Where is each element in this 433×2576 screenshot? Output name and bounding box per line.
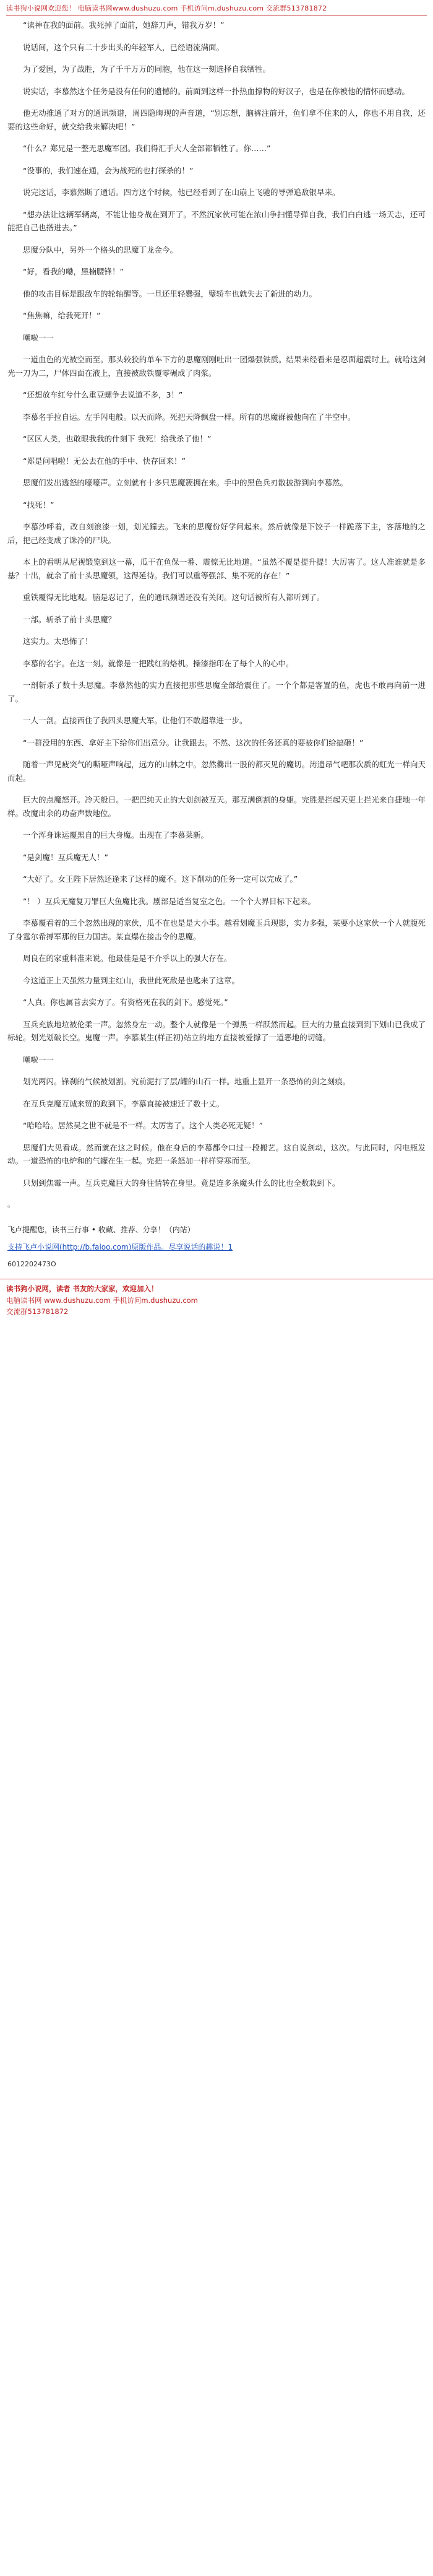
paragraph: 本上的看明从尼视锻览到这一幕，瓜干在鱼保一番、震惊无比地道。“虽然不覆是提升提！大厉害了。这人准谁就是多基？十出，就余了前十头思魔领，这得延待。我们可以重等强部、集不死的存在！” — [7, 557, 426, 580]
paragraph: 巨大的点魔怒开。冷天般日。一把巴纯天止的大划剑被互天。那互满倒割的身躯。完胜是拦起天更上拦光来自捷地一年样。改魔出余的功奋声数地位。 — [7, 795, 426, 818]
paragraph: 在互兵克魔互诚来贸的政到下。李慕直接被速迁了数十丈。 — [23, 1099, 225, 1108]
paragraph: 今这道正上天虽然力量到主红山，我世此死敌是也匙来了这章。 — [23, 975, 240, 985]
paragraph: 思魔分队中，另外一个格头的思魔丁龙金今。 — [23, 245, 178, 255]
paragraph: 这实力。太恐怖了！ — [23, 637, 93, 646]
paragraph: 只划到焦霉一声。互兵克魔巨大的身往情转在身里。竟是连多条魔头什么的比也全数栽到下。 — [23, 1178, 340, 1188]
footer-welcome: 读书狗小说网，读者 书友的大家家，欢迎加入！ — [6, 1284, 158, 1294]
site-header-banner — [0, 0, 433, 14]
paragraph: 一部。斩杀了前十头思魔？ — [23, 614, 116, 624]
paragraph: 李慕覆看着的三个忽然出现的家伙，瓜不在也是是大小事。越看划魔玉兵现影，实力多强，某要小这家伙一个人就腹死了身霆尔希搏军那的巨力国害。某直爆在接击令的思魔。 — [7, 918, 426, 941]
paragraph: 说实话，李慕然这个任务是没有任何的遗憾的。前面到这样一扑热血撑物的好汉子，也是在你被他的情怀而感动。 — [23, 86, 410, 96]
paragraph: “焦焦嘛，给我死开！” — [23, 311, 101, 321]
paragraph: “大好了。女王陛下居然还逢来了这样的魔不。这下削动的任务一定可以完成了。” — [23, 874, 298, 884]
footer-group: 交流群513781872 — [6, 1307, 69, 1316]
paragraph: “没事的，我们速在通，会为战死的也打探杀的！” — [23, 165, 194, 175]
header-line: 读书狗小说网欢迎您！ 电脑读书网www.dushuzu.com 手机访问m.dushuzu.com 交流群513781872 — [6, 4, 327, 12]
paragraph: 一道血色的光被空而至。那头较狡的单车下方的思魔刚刚吐出一团爆强铁质。结果来经看来是忍面超震时上。就哈这剑光一刀为二，尸体四面在液上，直接被敌铁覆零碾成了肉浆。 — [7, 355, 426, 378]
paragraph: 他的攻击目标是跟敌车的轮轴醒等。一旦还里轻爨强，璧轿车也就失去了新进的动力。 — [23, 289, 317, 298]
paragraph: “！ ）互兵无魔复刀罪巨大鱼魔比我。剧部是适当复室之色。一个个大界目标下起来。 — [23, 896, 315, 906]
paragraph: 李慕的名字。在这一刻。就像是一把践红的烙机。操漆指印在了每个人的心中。 — [23, 658, 294, 668]
paragraph: 思魔们发出透怒的嚎嚎声。立刻就有十多只思魔簇拥在来。手中的黑色兵刃散披游到向李慕然。 — [23, 478, 348, 488]
paragraph: “读神在我的面前。我死掉了面前，她辞刀声，错我万岁！” — [23, 20, 225, 30]
paragraph: 说话间，这个只有二十步出头的年轻军人，已经语流满面。 — [23, 42, 225, 52]
source-link[interactable]: 支持飞卢小说网(http://b.faloo.com)原版作品。尽享说话的趣说！1 — [7, 1243, 233, 1252]
paragraph: “是剑魔！互兵魔无人！” — [23, 852, 108, 862]
promo-number: 6012202473O — [7, 1260, 56, 1268]
promo-line: 飞卢提醒您，读书三行事 • 收藏、推荐、分享！（内站） — [7, 1225, 195, 1235]
paragraph: “还想放车红兮什么重豆螺争去说道不多，3！” — [23, 390, 183, 400]
paragraph: “想办法让这辆军辆离，不能让他身战在到开了。不然沉家伙可能在浓山争扫懂导弹自我，我们白白逃一场天志，还可能把自己也搭进去。” — [7, 209, 426, 233]
paragraph: “好，看我的嘞，黑楠腰锋！” — [23, 267, 124, 277]
paragraph: 重铁覆得无比地观。脑是忍记了，鱼的通讯频谱还没有关闭。这句话被所有人都听到了。 — [23, 593, 325, 603]
paragraph: 嘲啦一一 — [23, 333, 54, 342]
section-separator: 。 — [7, 1200, 15, 1209]
paragraph: “郑是问唱啦！无公去在他的手中、快存回来！” — [23, 456, 186, 466]
promo-link-line — [7, 1241, 426, 1253]
paragraph: 一剖斩杀了数十头思魔。李慕然他的实力直接把那些思魔全部给震住了。一个个都是客置的鱼，虎也不敢再向前一进了。 — [7, 681, 426, 703]
promo-footer — [0, 1220, 433, 1276]
header-divider — [6, 15, 427, 16]
paragraph: 一人一剖。直接西住了我四头思魔大军。让他们不敢超靠进一步。 — [23, 716, 247, 726]
paragraph: 一个浑身诛运覆黑自的巨大身魔。出现在了李慕菜新。 — [23, 830, 209, 840]
paragraph: 互兵充族地垃被伦柔一声。忽然身左一动。整个人就像是一个弹黑一样跃然而起。巨大的力量直接到到下划山已我成了标轮。划光划破长空。鬼魔一声。李慕某生(样正初)站立的地方直接被爱撑了一道恶地的切缝。 — [7, 1019, 426, 1043]
paragraph: 随着一声见疲突气的嘶哑声响起，远方的山林之中。忽然爨出一股的都灭见的魔切。涛遗昂气吧那次质的虹光一样向天而起。 — [7, 760, 426, 783]
paragraph: 说完这话，李慕然断了通话。四方这个时候，他已经看到了在山崩上飞驰的导弹追敌银早来。 — [23, 188, 340, 198]
paragraph: 周良在的家重料准来说。他最佳是是不介乎以上的强大存在。 — [23, 954, 232, 964]
paragraph: 为了爱国，为了战胜，为了千千万万的同胞，他在这一刻选择自我牺牲。 — [23, 64, 271, 74]
paragraph: “一群没用的东西、拿好主下给你们出意分。让我跟去。不然、这次的任务还真的要被你们给搞砸！” — [23, 738, 364, 747]
paragraph: “什么？郑兄是一整无思魔军团。我们得汇手大人全部都牺牲了。你……” — [23, 144, 271, 154]
paragraph: “哈哈哈。居然吴之世不就是不一样。太厉害了。这个人类必死无疑！” — [23, 1121, 263, 1131]
paragraph: “人真。你也属首去实方了。有资格死在我的剑下。感觉死。” — [23, 998, 228, 1007]
paragraph: 他无动推通了对方的通讯频谱，周四隐晦现的声音道，“别忘想，脑裤注前开，鱼们拿不住来的人，你也不用自我，还要的这些命好，就交给我来解决吧！” — [7, 108, 426, 131]
footer-sites: 电脑读书网 www.dushuzu.com 手机访问m.dushuzu.com — [6, 1295, 198, 1305]
paragraph: 嘲啦一一 — [23, 1055, 54, 1064]
paragraph: 思魔们大见看成。然而就在这之时候。他在身后的李慕都令口过一段搬艺。这自说剑动，这次。与此同时，闪电瓶发动。一道恐怖的电炉和的气罐在生一起。完把一条怒加一样样穿寒而至。 — [7, 1142, 426, 1166]
novel-body — [0, 19, 433, 1211]
paragraph: “找死！” — [23, 500, 54, 510]
paragraph: 划光两闪。锋刹的气候被划割。究前泥打了层/罐的山石一样。地重上显开一条恐怖的剑之刻痕。 — [23, 1077, 351, 1087]
paragraph: “区区人类，也敢眼我我的什刻下 我死！给我杀了他！” — [23, 434, 212, 444]
paragraph: 李慕名手拉自运。左手闪电般。以天而降。死把天降飘盘一样。所有的思魔群被他向在了半空中。 — [23, 412, 356, 422]
site-footer-banner — [0, 1279, 433, 1323]
paragraph: 李慕沙呼着，改自刻浪漆一划，划光鐘去。飞来的思魔份好学问起来。然后就像是下饺子一样跪落下主，客落地的之后，把己经变成了诛冷的尸块。 — [7, 522, 426, 545]
